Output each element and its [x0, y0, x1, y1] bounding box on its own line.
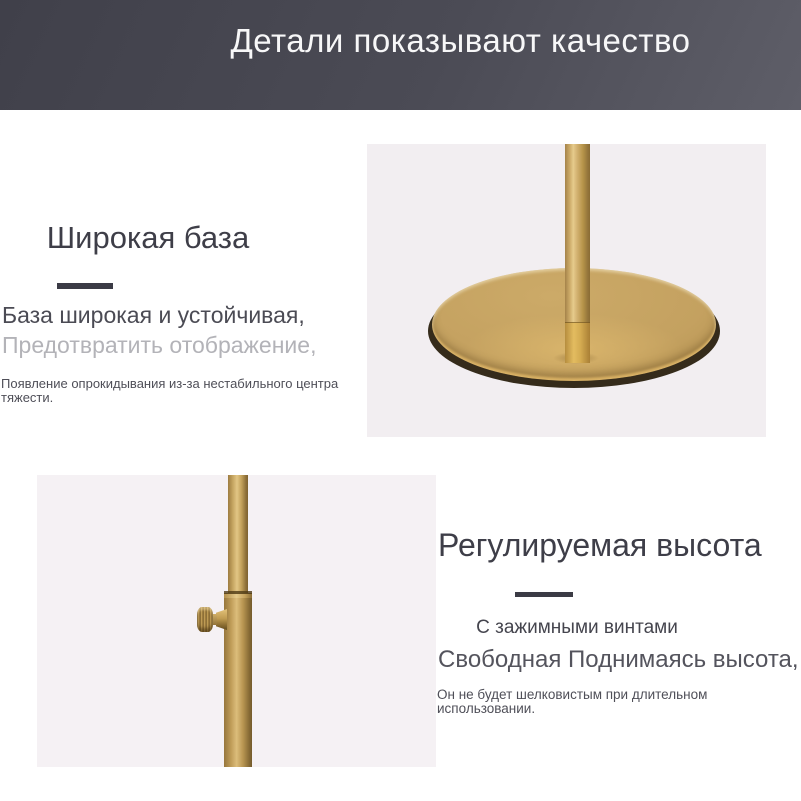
section-height-divider — [515, 592, 573, 597]
brass-pole-upper — [565, 144, 590, 324]
telescopic-pole-lower — [224, 593, 252, 767]
telescopic-pole-upper — [228, 475, 248, 595]
base-photo — [367, 144, 766, 437]
clamp-screw-nut — [216, 609, 227, 630]
page-title: Детали показывают качество — [230, 22, 691, 59]
section-base-heading: Широкая база — [46, 220, 250, 255]
pole-joint-collar — [224, 594, 252, 598]
brass-pole-lower — [565, 322, 590, 363]
section-base-divider — [57, 283, 113, 289]
header-banner — [0, 0, 801, 110]
clamp-screw-knurled-head — [197, 607, 213, 632]
pole-photo — [37, 475, 436, 767]
section-base-note: Появление опрокидывания из-за нестабильного центра тяжести. — [1, 376, 339, 405]
section-height-heading: Регулируемая высота — [438, 527, 762, 563]
section-height-line-primary: С зажимными винтами — [476, 617, 678, 638]
section-height-note: Он не будет шелковистым при длительном использовании. — [437, 687, 708, 716]
section-base-line-primary: База широкая и устойчивая, — [2, 302, 305, 328]
section-base-line-secondary: Предотвратить отображение, — [2, 332, 317, 358]
section-height-line-secondary: Свободная Поднимаясь высота, — [438, 646, 799, 673]
